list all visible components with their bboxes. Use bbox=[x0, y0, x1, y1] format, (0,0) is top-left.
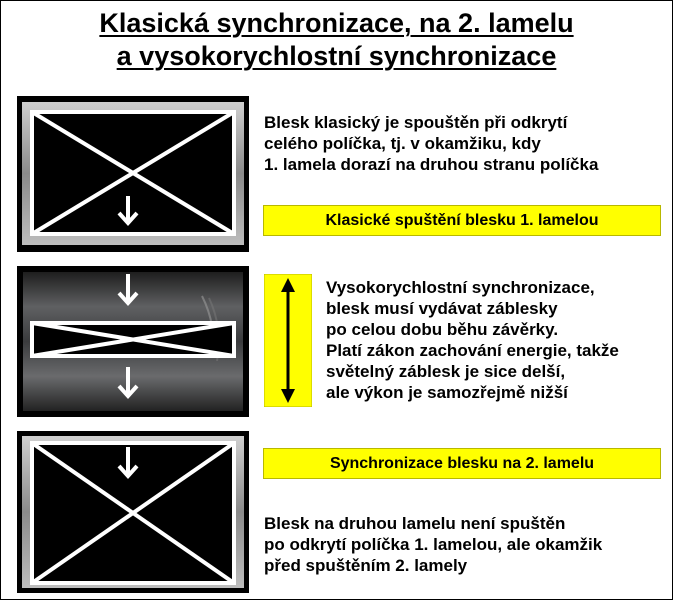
second-curtain-label: Synchronizace blesku na 2. lamelu bbox=[263, 448, 661, 479]
classic-description: Blesk klasický je spouštěn při odkrytí celého políčka, tj. v okamžiku, kdy 1. lamela dorazí na druhou stranu políčka bbox=[264, 113, 599, 174]
shutter-panel-classic bbox=[17, 96, 249, 252]
title-line-2: a vysokorychlostní synchronizace bbox=[116, 41, 557, 71]
classic-flash-label: Klasické spuštění blesku 1. lamelou bbox=[263, 205, 661, 236]
shutter-panel-second-curtain bbox=[17, 431, 249, 593]
page-title bbox=[1, 7, 672, 73]
title-line-1: Klasická synchronizace, na 2. lamelu bbox=[99, 8, 574, 38]
shutter-panel-highspeed bbox=[17, 266, 249, 417]
second-curtain-description: Blesk na druhou lamelu není spuštěn po odkrytí políčka 1. lamelou, ale okamžik před spuštěním 2. lamely bbox=[264, 514, 603, 575]
duration-arrow bbox=[264, 274, 312, 412]
highspeed-description: Vysokorychlostní synchronizace, blesk musí vydávat záblesky po celou dobu běhu závěrky. Platí zákon zachování energie, takže světelný záblesk je sice delší, ale výkon je samozřejmě nižší bbox=[326, 278, 619, 402]
